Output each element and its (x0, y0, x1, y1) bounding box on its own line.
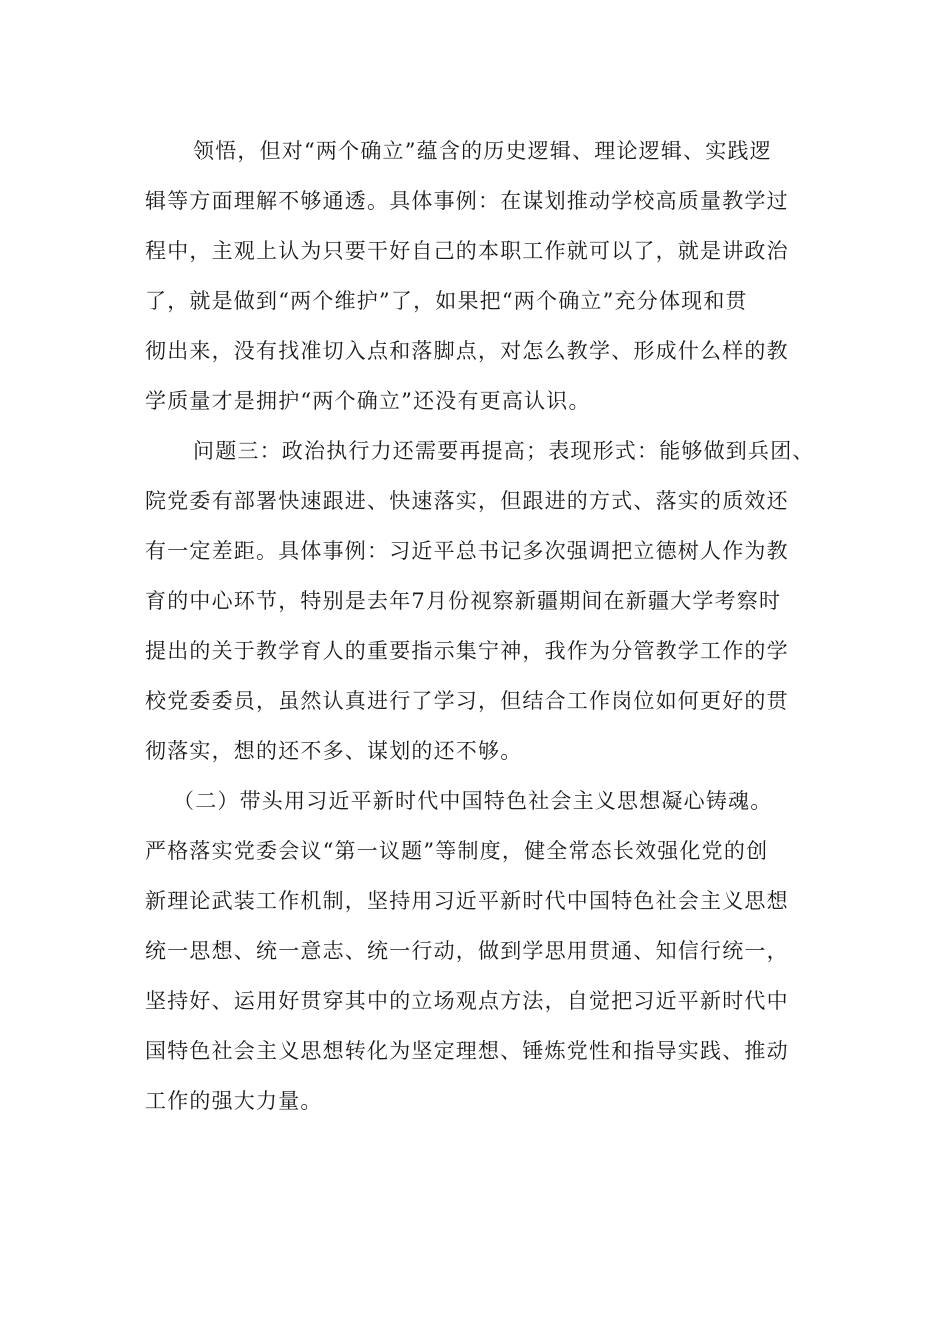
text-line: 彻落实，想的还不多、谋划的还不够。 (145, 739, 523, 763)
text-line: 工作的强大力量。 (145, 1089, 323, 1113)
text-line: 学质量才是拥护“两个确立”还没有更高认识。 (145, 389, 591, 413)
text-line: 彻出来，没有找准切入点和落脚点，对怎么教学、形成什么样的教 (145, 339, 789, 363)
text-line: 院党委有部署快速跟进、快速落实，但跟进的方式、落实的质效还 (145, 489, 789, 513)
text-line: 国特色社会主义思想转化为坚定理想、锤炼党性和指导实践、推动 (145, 1039, 789, 1063)
text-line: 提出的关于教学育人的重要指示集宁神，我作为分管教学工作的学 (145, 639, 789, 663)
text-line: 领悟，但对“两个确立”蕴含的历史逻辑、理论逻辑、实践逻 (193, 139, 772, 163)
text-line: 新理论武装工作机制，坚持用习近平新时代中国特色社会主义思想 (145, 889, 789, 913)
section-heading-line: （二）带头用习近平新时代中国特色社会主义思想凝心铸魂。 (173, 789, 773, 813)
text-line: 程中，主观上认为只要干好自己的本职工作就可以了，就是讲政治 (145, 239, 789, 263)
text-line: 校党委委员，虽然认真进行了学习，但结合工作岗位如何更好的贯 (145, 689, 789, 713)
text-line: 育的中心环节，特别是去年7月份视察新疆期间在新疆大学考察时 (145, 589, 782, 613)
text-line: 了，就是做到“两个维护”了，如果把“两个确立”充分体现和贯 (145, 289, 748, 313)
text-line: 统一思想、统一意志、统一行动，做到学思用贯通、知信行统一， (145, 939, 789, 963)
paragraph-start-line: 问题三：政治执行力还需要再提高；表现形式：能够做到兵团、 (193, 439, 815, 463)
text-line: 坚持好、运用好贯穿其中的立场观点方法，自觉把习近平新时代中 (145, 989, 789, 1013)
text-line: 有一定差距。具体事例：习近平总书记多次强调把立德树人作为教 (145, 539, 789, 563)
text-line: 辑等方面理解不够通透。具体事例：在谋划推动学校高质量教学过 (145, 189, 789, 213)
text-line: 严格落实党委会议“第一议题”等制度，健全常态长效强化党的创 (145, 839, 769, 863)
